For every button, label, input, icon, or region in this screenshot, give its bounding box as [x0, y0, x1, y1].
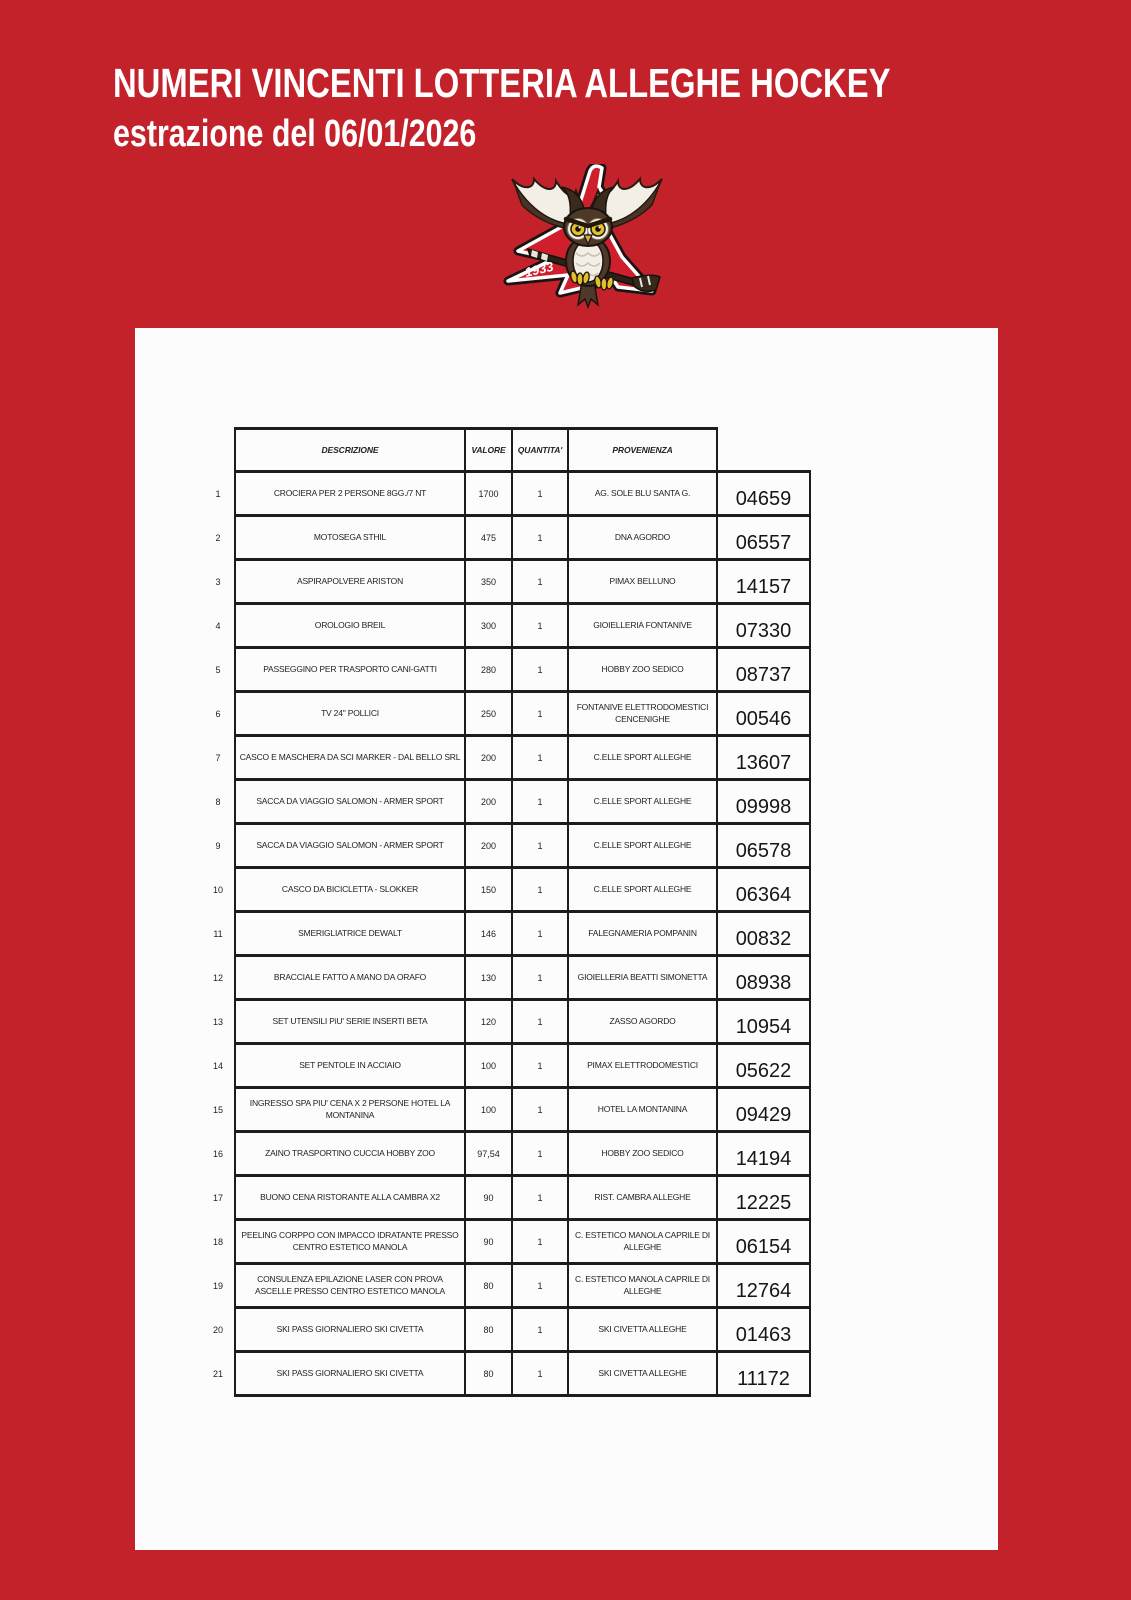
prize-description: CONSULENZA EPILAZIONE LASER CON PROVA ASCELLE PRESSO CENTRO ESTETICO MANOLA	[235, 1264, 465, 1308]
prize-value: 146	[465, 912, 512, 956]
prize-quantity: 1	[512, 1088, 568, 1132]
table-row	[205, 1088, 810, 1132]
prize-description: SKI PASS GIORNALIERO SKI CIVETTA	[235, 1352, 465, 1396]
row-index: 3	[215, 576, 221, 587]
prize-value: 475	[465, 516, 512, 560]
table-row	[205, 1000, 810, 1044]
winning-number: 06154	[717, 1220, 810, 1264]
prize-value: 80	[465, 1352, 512, 1396]
prize-quantity: 1	[512, 824, 568, 868]
prize-provenance: C.ELLE SPORT ALLEGHE	[568, 780, 717, 824]
prize-provenance: FONTANIVE ELETTRODOMESTICI CENCENIGHE	[568, 692, 717, 736]
prize-description: SKI PASS GIORNALIERO SKI CIVETTA	[235, 1308, 465, 1352]
prize-provenance: SKI CIVETTA ALLEGHE	[568, 1352, 717, 1396]
prize-value: 100	[465, 1044, 512, 1088]
prize-description: SACCA DA VIAGGIO SALOMON - ARMER SPORT	[235, 780, 465, 824]
row-index: 1	[215, 488, 221, 499]
winning-number: 05622	[717, 1044, 810, 1088]
col-header-numero-empty	[717, 429, 810, 472]
prize-description: MOTOSEGA STHIL	[235, 516, 465, 560]
prize-quantity: 1	[512, 1000, 568, 1044]
draw-date-subtitle: estrazione del 06/01/2026	[113, 113, 477, 155]
prize-quantity: 1	[512, 560, 568, 604]
prize-value: 80	[465, 1308, 512, 1352]
table-row	[205, 560, 810, 604]
table-row	[205, 1264, 810, 1308]
prize-table-body	[205, 472, 810, 1396]
winning-number: 12764	[717, 1264, 810, 1308]
owl-hockey-logo-icon	[502, 164, 672, 312]
content-panel	[135, 328, 998, 1550]
prize-quantity: 1	[512, 1352, 568, 1396]
prize-provenance: HOBBY ZOO SEDICO	[568, 648, 717, 692]
prize-provenance: PIMAX BELLUNO	[568, 560, 717, 604]
prize-description: PEELING CORPPO CON IMPACCO IDRATANTE PRESSO CENTRO ESTETICO MANOLA	[235, 1220, 465, 1264]
prize-description: CROCIERA PER 2 PERSONE 8GG./7 NT	[235, 472, 465, 516]
row-index: 15	[212, 1104, 223, 1115]
prize-value: 97,54	[465, 1132, 512, 1176]
prize-quantity: 1	[512, 1044, 568, 1088]
prize-description: SACCA DA VIAGGIO SALOMON - ARMER SPORT	[235, 824, 465, 868]
prize-value: 300	[465, 604, 512, 648]
col-header-descrizione: DESCRIZIONE	[235, 429, 465, 472]
winning-number: 08737	[717, 648, 810, 692]
prize-description: SET UTENSILI PiU' SERIE INSERTI BETA	[235, 1000, 465, 1044]
table-row	[205, 472, 810, 516]
prize-value: 200	[465, 824, 512, 868]
prize-description: ASPIRAPOLVERE ARISTON	[235, 560, 465, 604]
row-index: 17	[212, 1192, 223, 1203]
page-title: NUMERI VINCENTI LOTTERIA ALLEGHE HOCKEY	[113, 60, 891, 106]
prize-quantity: 1	[512, 692, 568, 736]
row-index: 9	[215, 840, 221, 851]
prize-quantity: 1	[512, 1308, 568, 1352]
prize-value: 1700	[465, 472, 512, 516]
table-row	[205, 648, 810, 692]
table-row	[205, 824, 810, 868]
table-row	[205, 1132, 810, 1176]
table-row	[205, 516, 810, 560]
prize-description: BUONO CENA RISTORANTE ALLA CAMBRA X2	[235, 1176, 465, 1220]
winning-number: 14194	[717, 1132, 810, 1176]
table-row	[205, 692, 810, 736]
winning-number: 04659	[717, 472, 810, 516]
winning-number: 10954	[717, 1000, 810, 1044]
table-row	[205, 868, 810, 912]
prize-description: PASSEGGINO PER TRASPORTO CANI-GATTI	[235, 648, 465, 692]
winning-number: 06578	[717, 824, 810, 868]
table-row	[205, 1176, 810, 1220]
row-index: 20	[212, 1324, 223, 1335]
prize-provenance: HOBBY ZOO SEDICO	[568, 1132, 717, 1176]
row-index: 14	[212, 1060, 223, 1071]
winning-number: 08938	[717, 956, 810, 1000]
prize-value: 250	[465, 692, 512, 736]
prize-quantity: 1	[512, 604, 568, 648]
row-index: 6	[215, 708, 221, 719]
prize-value: 200	[465, 780, 512, 824]
winning-number: 06557	[717, 516, 810, 560]
col-header-provenienza: PROVENIENZA	[568, 429, 717, 472]
alleghe-hockey-logo	[502, 164, 672, 312]
prize-quantity: 1	[512, 1176, 568, 1220]
prize-value: 280	[465, 648, 512, 692]
row-index: 16	[212, 1148, 223, 1159]
prize-value: 90	[465, 1176, 512, 1220]
col-header-quantita: QUANTITA'	[512, 429, 568, 472]
winning-number: 14157	[717, 560, 810, 604]
prize-description: INGRESSO SPA PIU' CENA X 2 PERSONE HOTEL LA MONTANINA	[235, 1088, 465, 1132]
prize-quantity: 1	[512, 1220, 568, 1264]
prize-provenance: DNA AGORDO	[568, 516, 717, 560]
table-row	[205, 780, 810, 824]
prize-value: 80	[465, 1264, 512, 1308]
winning-number: 00832	[717, 912, 810, 956]
prize-provenance: HOTEL LA MONTANINA	[568, 1088, 717, 1132]
table-header-row	[205, 429, 810, 472]
prize-provenance: RIST. CAMBRA ALLEGHE	[568, 1176, 717, 1220]
winning-number: 09998	[717, 780, 810, 824]
prize-description: CASCO DA BICICLETTA - SLOKKER	[235, 868, 465, 912]
table-row	[205, 1352, 810, 1396]
table-row	[205, 1308, 810, 1352]
winning-number: 13607	[717, 736, 810, 780]
prize-value: 120	[465, 1000, 512, 1044]
prize-description: TV 24" POLLICI	[235, 692, 465, 736]
table-row	[205, 912, 810, 956]
winning-number: 01463	[717, 1308, 810, 1352]
prize-provenance: SKI CIVETTA ALLEGHE	[568, 1308, 717, 1352]
prize-value: 90	[465, 1220, 512, 1264]
prize-description: ZAINO TRASPORTINO CUCCIA HOBBY ZOO	[235, 1132, 465, 1176]
prize-description: SET PENTOLE IN ACCIAIO	[235, 1044, 465, 1088]
title-block	[113, 60, 1085, 156]
table-row	[205, 1044, 810, 1088]
logo-year-label: 1933	[523, 258, 555, 280]
row-index: 21	[212, 1368, 223, 1379]
table-row	[205, 736, 810, 780]
prize-provenance: PIMAX ELETTRODOMESTICI	[568, 1044, 717, 1088]
prize-provenance: GIOIELLERIA BEATTI SIMONETTA	[568, 956, 717, 1000]
prize-provenance: C.ELLE SPORT ALLEGHE	[568, 824, 717, 868]
prize-provenance: C.ELLE SPORT ALLEGHE	[568, 868, 717, 912]
prize-quantity: 1	[512, 780, 568, 824]
prize-description: CASCO E MASCHERA DA SCI MARKER - DAL BELLO SRL	[235, 736, 465, 780]
col-header-index-empty	[205, 429, 235, 472]
prize-quantity: 1	[512, 912, 568, 956]
prize-value: 200	[465, 736, 512, 780]
row-index: 2	[215, 532, 221, 543]
prize-value: 100	[465, 1088, 512, 1132]
winning-number: 00546	[717, 692, 810, 736]
prize-provenance: C. ESTETICO MANOLA CAPRILE DI ALLEGHE	[568, 1264, 717, 1308]
prize-quantity: 1	[512, 1264, 568, 1308]
winning-number: 07330	[717, 604, 810, 648]
prize-value: 130	[465, 956, 512, 1000]
prize-description: OROLOGIO BREIL	[235, 604, 465, 648]
prize-quantity: 1	[512, 956, 568, 1000]
row-index: 12	[212, 972, 223, 983]
prize-quantity: 1	[512, 736, 568, 780]
prize-quantity: 1	[512, 648, 568, 692]
row-index: 11	[213, 928, 223, 939]
prize-value: 150	[465, 868, 512, 912]
prize-description: BRACCIALE FATTO A MANO DA ORAFO	[235, 956, 465, 1000]
row-index: 7	[215, 752, 221, 763]
table-row	[205, 956, 810, 1000]
prize-description: SMERIGLIATRICE DEWALT	[235, 912, 465, 956]
winning-number: 12225	[717, 1176, 810, 1220]
row-index: 13	[212, 1016, 223, 1027]
prize-provenance: C. ESTETICO MANOLA CAPRILE DI ALLEGHE	[568, 1220, 717, 1264]
prize-quantity: 1	[512, 1132, 568, 1176]
prize-quantity: 1	[512, 472, 568, 516]
prize-provenance: ZASSO AGORDO	[568, 1000, 717, 1044]
prize-provenance: C.ELLE SPORT ALLEGHE	[568, 736, 717, 780]
prize-provenance: GIOIELLERIA FONTANIVE	[568, 604, 717, 648]
row-index: 18	[212, 1236, 223, 1247]
prize-provenance: FALEGNAMERIA POMPANIN	[568, 912, 717, 956]
winning-number: 11172	[717, 1352, 810, 1396]
prize-value: 350	[465, 560, 512, 604]
winning-number: 09429	[717, 1088, 810, 1132]
col-header-valore: VALORE	[465, 429, 512, 472]
table-row	[205, 604, 810, 648]
prize-table	[205, 427, 811, 1397]
winning-number: 06364	[717, 868, 810, 912]
table-row	[205, 1220, 810, 1264]
row-index: 5	[215, 664, 221, 675]
prize-provenance: AG. SOLE BLU SANTA G.	[568, 472, 717, 516]
row-index: 8	[215, 796, 221, 807]
row-index: 10	[212, 884, 223, 895]
prize-quantity: 1	[512, 516, 568, 560]
row-index: 4	[215, 620, 221, 631]
row-index: 19	[212, 1280, 223, 1291]
prize-quantity: 1	[512, 868, 568, 912]
